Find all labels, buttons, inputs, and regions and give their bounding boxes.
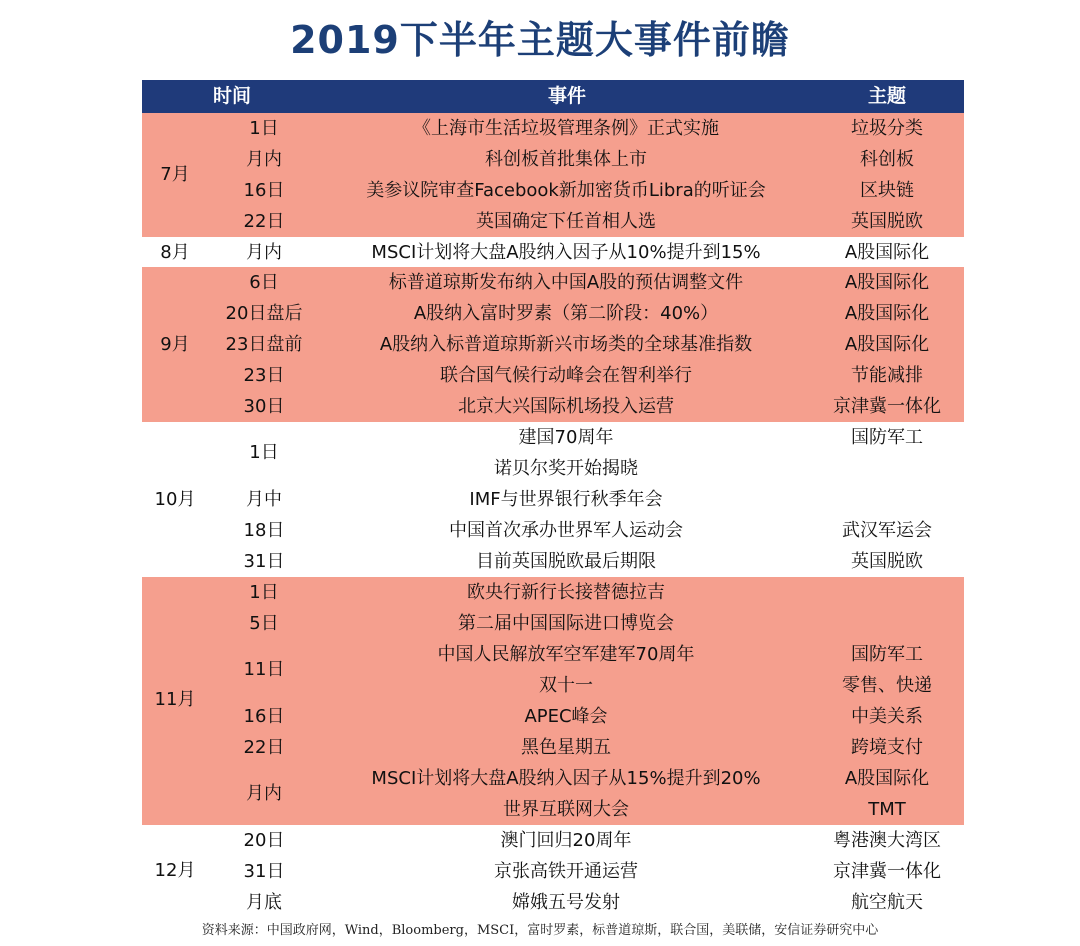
row-theme: 武汉军运会 [842,520,932,541]
row-event: A股纳入标普道琼斯新兴市场类的全球基准指数 [379,334,753,355]
row-date: 16日 [243,180,285,201]
row-date: 31日 [243,551,285,572]
row-theme: 零售、快递 [842,675,932,696]
month-label: 8月 [160,242,190,263]
row-date: 16日 [243,706,285,727]
row-date: 1日 [249,118,279,139]
row-date: 20日盘后 [225,303,303,324]
row-date: 18日 [243,520,285,541]
page-title: 2019下半年主题大事件前瞻 [290,18,790,62]
row-event: 黑色星期五 [521,737,611,758]
row-event: IMF与世界银行秋季年会 [469,489,663,510]
row-theme: A股国际化 [844,272,930,293]
row-theme: 国防军工 [851,427,923,448]
row-theme: 中美关系 [851,706,923,727]
row-event: 双十一 [539,675,593,696]
row-date: 23日盘前 [225,334,303,355]
row-theme: A股国际化 [844,303,930,324]
header-theme: 主题 [867,85,906,107]
row-theme: 航空航天 [851,892,923,913]
header-event: 事件 [547,85,586,107]
row-theme: 英国脱欧 [851,551,923,572]
row-theme: 英国脱欧 [851,211,923,232]
row-date: 22日 [243,737,285,758]
row-date: 6日 [249,272,279,293]
row-theme: 区块链 [860,180,914,201]
row-event: 英国确定下任首相人选 [476,211,656,232]
row-theme: A股国际化 [844,768,930,789]
row-date: 月内 [246,783,282,804]
row-date: 23日 [243,365,285,386]
row-event: A股纳入富时罗素（第二阶段：40%） [413,303,719,324]
row-event: 北京大兴国际机场投入运营 [458,396,674,417]
row-event: 中国首次承办世界军人运动会 [449,520,683,541]
row-date: 月内 [246,149,282,170]
month-label: 9月 [160,334,190,355]
row-event: 世界互联网大会 [503,799,629,820]
row-theme: 科创板 [860,149,914,170]
row-theme: 垃圾分类 [851,118,923,139]
row-theme: TMT [868,799,906,820]
row-date: 月底 [246,892,282,913]
row-event: 联合国气候行动峰会在智利举行 [440,365,692,386]
row-date: 5日 [249,613,279,634]
row-theme: A股国际化 [844,242,930,263]
row-event: APEC峰会 [524,706,608,727]
row-theme: 粤港澳大湾区 [833,830,941,851]
header-time: 时间 [212,85,251,107]
row-event: 诺贝尔奖开始揭晓 [494,458,638,479]
month-label: 12月 [154,860,196,881]
row-event: 中国人民解放军空军建军70周年 [437,644,695,665]
row-event: 目前英国脱欧最后期限 [476,551,656,572]
month-label: 11月 [154,689,196,710]
row-theme: 京津冀一体化 [833,861,941,882]
row-event: 标普道琼斯发布纳入中国A股的预估调整文件 [388,272,744,293]
row-event: 建国70周年 [518,427,614,448]
row-event: MSCI计划将大盘A股纳入因子从15%提升到20% [371,768,761,789]
row-theme: 国防军工 [851,644,923,665]
row-theme: 京津冀一体化 [833,396,941,417]
table-header [142,80,964,113]
source-note: 资料来源：中国政府网，Wind，Bloomberg，MSCI，富时罗素，标普道琼斯，联合国，美联储，安信证券研究中心 [201,923,879,938]
row-date: 月中 [246,489,282,510]
row-date: 31日 [243,861,285,882]
row-theme: 节能减排 [851,365,923,386]
month-label: 10月 [154,489,196,510]
row-event: 第二届中国国际进口博览会 [458,613,674,634]
row-date: 30日 [243,396,285,417]
row-event: 澳门回归20周年 [500,830,632,851]
row-theme: 跨境支付 [851,737,923,758]
month-label: 7月 [160,164,190,185]
row-event: MSCI计划将大盘A股纳入因子从10%提升到15% [371,242,761,263]
row-date: 1日 [249,582,279,603]
row-date: 月内 [246,242,282,263]
row-event: 嫦娥五号发射 [512,892,620,913]
row-event: 京张高铁开通运营 [494,861,638,882]
row-date: 1日 [249,442,279,463]
row-event: 美参议院审查Facebook新加密货币Libra的听证会 [366,180,766,201]
row-date: 22日 [243,211,285,232]
row-event: 欧央行新行长接替德拉吉 [467,582,665,603]
row-date: 20日 [243,830,285,851]
row-date: 11日 [243,659,285,680]
row-event: 《上海市生活垃圾管理条例》正式实施 [413,118,719,139]
row-event: 科创板首批集体上市 [485,149,647,170]
row-theme: A股国际化 [844,334,930,355]
